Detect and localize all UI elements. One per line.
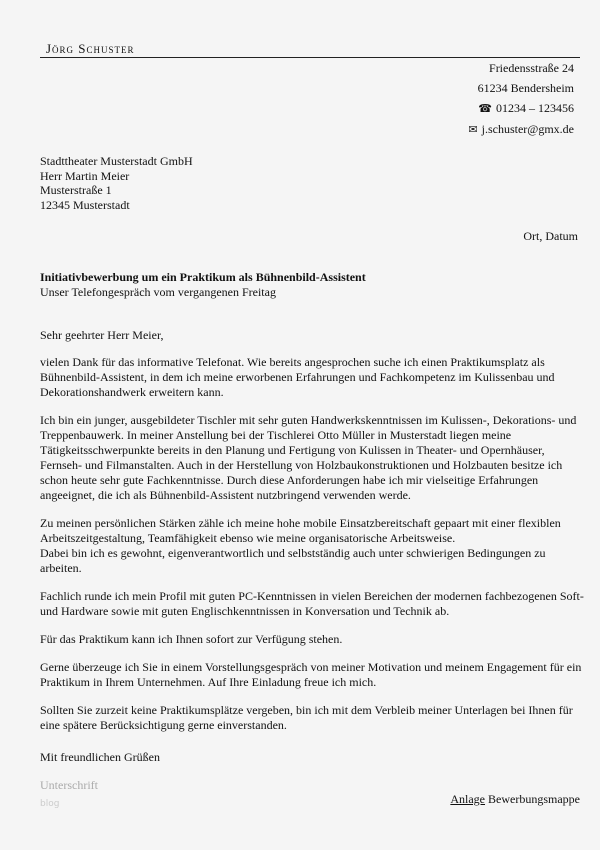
recipient-contact: Herr Martin Meier xyxy=(40,168,130,183)
sender-phone-row xyxy=(468,98,574,119)
letter-body xyxy=(40,355,585,746)
body-paragraph: Für das Praktikum kann ich Ihnen sofort zur Verfügung stehen. xyxy=(40,632,343,646)
body-paragraph: Sollten Sie zurzeit keine Praktikumsplätze vergeben, bin ich mit dem Verbleib meiner Unterlagen bei Ihnen für eine spätere Berücksichtigung gerne einverstanden. xyxy=(40,703,573,732)
sender-name: Jörg Schuster xyxy=(46,41,135,56)
body-paragraph: vielen Dank für das informative Telefonat. Wie bereits angesprochen suche ich einen Praktikumsplatz als Bühnenbild-Assistent, in dem ich meine erworbenen Erfahrungen und Fachkompetenz im Kulissenbau und Dekorationshandwerk erweitern kann. xyxy=(40,355,555,399)
sender-address-block xyxy=(468,58,574,140)
body-paragraph: Gerne überzeuge ich Sie in einem Vorstellungsgespräch von meiner Motivation und meinem Engagement für ein Praktikum in Ihrem Unternehmen. Auf Ihre Einladung freue ich mich. xyxy=(40,660,582,689)
closing: Mit freundlichen Grüßen xyxy=(40,750,160,764)
sender-phone: 01234 – 123456 xyxy=(496,101,574,115)
sender-email-row xyxy=(468,119,574,140)
body-paragraph: Ich bin ein junger, ausgebildeter Tischler mit sehr guten Handwerkskenntnissen im Kulissen-, Dekorations- und Treppenbauwerk. In meiner Anstellung bei der Tischlerei Otto Müller in Musterstadt liegen meine Tätigkeitsschwerpunkte bereits in den Planung und Fertigung von Kulissen in Theater- und Opernhäuser, Fernseh- und Filmanstalten. Auch in der Herstellung von Holzbaukonstruktionen und Holzbauten besitze ich schon heute sehr gute Fachkenntnisse. Durch diese Anforderungen habe ich mir vielseitige Erfahrungen angeeignet, die ich als Bühnenbild-Assistent nutzbringend verwenden werde. xyxy=(40,413,577,502)
recipient-city: 12345 Musterstadt xyxy=(40,197,130,212)
sender-street: Friedensstraße 24 xyxy=(489,61,574,75)
envelope-icon: ✉ xyxy=(468,124,478,136)
attachment-label: Anlage xyxy=(450,792,486,806)
subject-reference: Unser Telefongespräch vom vergangenen Freitag xyxy=(40,285,276,299)
place-date: Ort, Datum xyxy=(523,229,578,243)
subject-title: Initiativbewerbung um ein Praktikum als Bühnenbild-Assistent xyxy=(40,270,366,284)
attachment-line xyxy=(450,792,580,807)
body-paragraph: Fachlich runde ich mein Profil mit guten PC-Kenntnissen in vielen Bereichen der modernen fachbezogenen Soft- und Hardware sowie mit guten Englischkenntnissen in Konversation und Technik ab. xyxy=(40,589,584,618)
recipient-company: Stadttheater Musterstadt GmbH xyxy=(40,154,193,168)
attachment-text: Bewerbungsmappe xyxy=(488,792,580,806)
salutation: Sehr geehrter Herr Meier, xyxy=(40,328,164,342)
phone-icon: ☎ xyxy=(478,103,492,115)
watermark: blog xyxy=(40,799,60,809)
subject-block xyxy=(40,270,366,300)
recipient-street: Musterstraße 1 xyxy=(40,183,112,197)
sender-city: 61234 Bendersheim xyxy=(477,81,574,95)
recipient-address-block xyxy=(40,154,193,212)
sender-email: j.schuster@gmx.de xyxy=(481,122,574,136)
signature-placeholder: Unterschrift xyxy=(40,778,98,792)
body-paragraph: Zu meinen persönlichen Stärken zähle ich meine hohe mobile Einsatzbereitschaft gepaart mit einer flexiblen Arbeitszeitgestaltung, Teamfähigkeit ebenso wie meine organisatorische Arbeitsweise. Dabei bin ich es gewohnt, eigenverantwortlich und selbstständig auch unter schwierigen Bedingungen zu arbeiten. xyxy=(40,516,561,575)
